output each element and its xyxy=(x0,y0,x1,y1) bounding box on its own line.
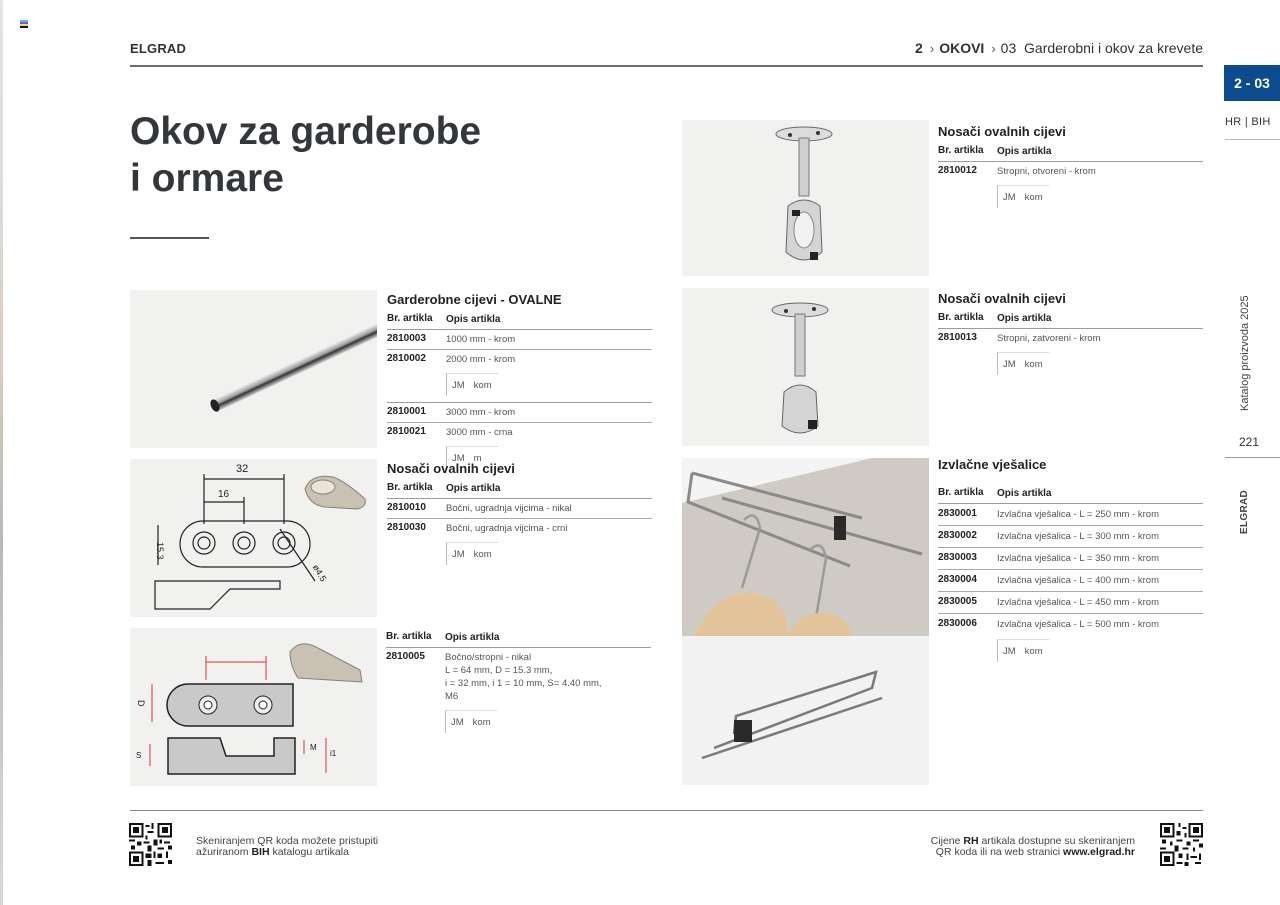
product-table-ceiling-closed xyxy=(938,291,1203,381)
unit-box: JM kom xyxy=(997,639,1049,662)
unit-box: JM m xyxy=(446,446,498,469)
table-row[interactable]: 2830003 Izvlačna vješalica - L = 350 mm - krom xyxy=(938,548,1203,570)
table-row[interactable]: 2810002 2000 mm - krom xyxy=(387,353,516,365)
breadcrumb-sub-title[interactable]: Garderobni i okov za krevete xyxy=(1024,40,1203,56)
breadcrumb-chapter[interactable]: 2 xyxy=(915,40,923,56)
table-row[interactable]: 2810012 Stropni, otvoreni - krom xyxy=(938,165,1096,177)
unit-box: JM kom xyxy=(446,373,498,396)
unit-box: JM kom xyxy=(997,185,1049,208)
table-header: Br. artikla Opis artikla xyxy=(387,313,652,330)
table-header: Br. artikla Opis artikla xyxy=(938,487,1203,504)
divider xyxy=(1225,457,1280,458)
product-image-ceiling-support-open xyxy=(682,120,929,276)
table-row[interactable]: 2810010 Bočni, ugradnja vijcima - nikal xyxy=(387,499,652,519)
table-row[interactable]: 2830006 Izvlačna vješalica - L = 500 mm - krom xyxy=(938,618,1159,630)
language-label: HR | BIH xyxy=(1225,116,1271,128)
pullout-hanger-icon xyxy=(682,458,929,785)
product-title: Nosači ovalnih cijevi xyxy=(387,461,515,476)
page-header xyxy=(130,40,1203,67)
svg-text:M: M xyxy=(310,743,317,752)
breadcrumb-section[interactable]: OKOVI xyxy=(939,40,985,56)
chevron-right-icon: › xyxy=(991,41,996,56)
svg-text:16: 16 xyxy=(218,489,230,500)
table-row[interactable]: 2830005 Izvlačna vješalica - L = 450 mm - krom xyxy=(938,592,1203,614)
table-row[interactable]: 2830004 Izvlačna vješalica - L = 400 mm - krom xyxy=(938,570,1203,592)
svg-text:ø4.5: ø4.5 xyxy=(310,562,329,584)
ceiling-support-open-icon xyxy=(682,120,929,276)
table-header: Br. artikla Opis artikla xyxy=(938,312,1203,329)
table-row[interactable]: 2810030 Bočni, ugradnja vijcima - crni xyxy=(387,522,568,534)
svg-text:i1: i1 xyxy=(330,749,337,758)
svg-text:S: S xyxy=(136,751,142,760)
svg-text:15.3: 15.3 xyxy=(155,542,165,560)
title-underline xyxy=(130,237,209,239)
print-color-mark xyxy=(20,20,28,28)
brand-vertical: ELGRAD xyxy=(1239,489,1250,534)
page-edge xyxy=(0,0,3,905)
footer-right-text: Cijene RH artikala dostupne su skeniranjem QR koda ili na web stranici www.elgrad.hr xyxy=(930,835,1135,858)
product-image-pullout-hanger xyxy=(682,458,929,785)
page-title-line1: Okov za garderobe xyxy=(130,110,482,153)
brand-name: ELGRAD xyxy=(130,41,187,56)
product-image-oval-tube xyxy=(130,290,377,448)
product-table-side-supports xyxy=(387,461,652,571)
table-row[interactable]: 2810001 3000 mm - krom xyxy=(387,403,652,423)
website-link[interactable]: www.elgrad.hr xyxy=(1063,846,1135,858)
technical-drawing-icon xyxy=(130,459,377,617)
table-row[interactable]: 2810003 1000 mm - krom xyxy=(387,330,652,350)
chevron-right-icon: › xyxy=(929,41,935,56)
table-row[interactable]: 2830002 Izvlačna vješalica - L = 300 mm - krom xyxy=(938,526,1203,548)
svg-text:D: D xyxy=(136,700,146,707)
page-number: 221 xyxy=(1239,435,1260,449)
table-header: Br. artikla Opis artikla xyxy=(386,631,651,648)
table-row[interactable]: 2830001 Izvlačna vješalica - L = 250 mm - krom xyxy=(938,504,1203,526)
table-header: Br. artikla Opis artikla xyxy=(387,482,652,499)
technical-drawing-icon xyxy=(130,628,377,786)
product-table-ceiling-open xyxy=(938,124,1203,214)
section-tab-badge[interactable]: 2 - 03 xyxy=(1224,65,1280,101)
ceiling-support-closed-icon xyxy=(682,288,929,446)
table-row[interactable]: 2810013 Stropni, zatvoreni - krom xyxy=(938,332,1101,344)
footer-left-text: Skeniranjem QR koda možete pristupiti ažuriranom BIH katalogu artikala xyxy=(196,835,379,858)
unit-box: JM kom xyxy=(445,710,497,733)
table-header: Br. artikla Opis artikla xyxy=(938,145,1203,162)
product-title: Izvlačne vješalice xyxy=(938,457,1047,472)
product-table-side-ceiling-support xyxy=(386,631,651,739)
product-image-ceiling-support-closed xyxy=(682,288,929,446)
svg-text:32: 32 xyxy=(236,463,249,475)
page-title xyxy=(130,108,550,202)
product-title: Nosači ovalnih cijevi xyxy=(938,124,1066,139)
oval-tube-icon xyxy=(130,290,377,448)
breadcrumb xyxy=(915,40,1203,56)
unit-box: JM kom xyxy=(997,352,1049,375)
product-title: Nosači ovalnih cijevi xyxy=(938,291,1066,306)
catalog-label: Katalog proizvoda 2025 xyxy=(1239,295,1251,411)
divider xyxy=(1225,139,1280,140)
breadcrumb-sub-number[interactable]: 03 xyxy=(1000,40,1017,56)
qr-code-icon[interactable] xyxy=(1160,823,1203,866)
product-table-oval-tubes xyxy=(387,292,652,475)
product-title: Garderobne cijevi - OVALNE xyxy=(387,292,562,307)
product-image-side-bracket-drawing xyxy=(130,459,377,617)
page-title-line2: i ormare xyxy=(130,157,284,200)
unit-box: JM kom xyxy=(446,542,498,565)
footer-divider xyxy=(130,810,1203,811)
product-image-ceiling-bracket-drawing xyxy=(130,628,377,786)
table-row[interactable]: 2810021 3000 mm - crna xyxy=(387,426,513,438)
qr-code-icon[interactable] xyxy=(129,823,172,866)
table-row[interactable]: 2810005 Bočno/stropni - nikal L = 64 mm, D = 15.3 mm, i = 32 mm, i 1 = 10 mm, S= 4.40 mm, M6 xyxy=(386,651,602,702)
product-table-pullout-hangers xyxy=(938,457,1203,668)
